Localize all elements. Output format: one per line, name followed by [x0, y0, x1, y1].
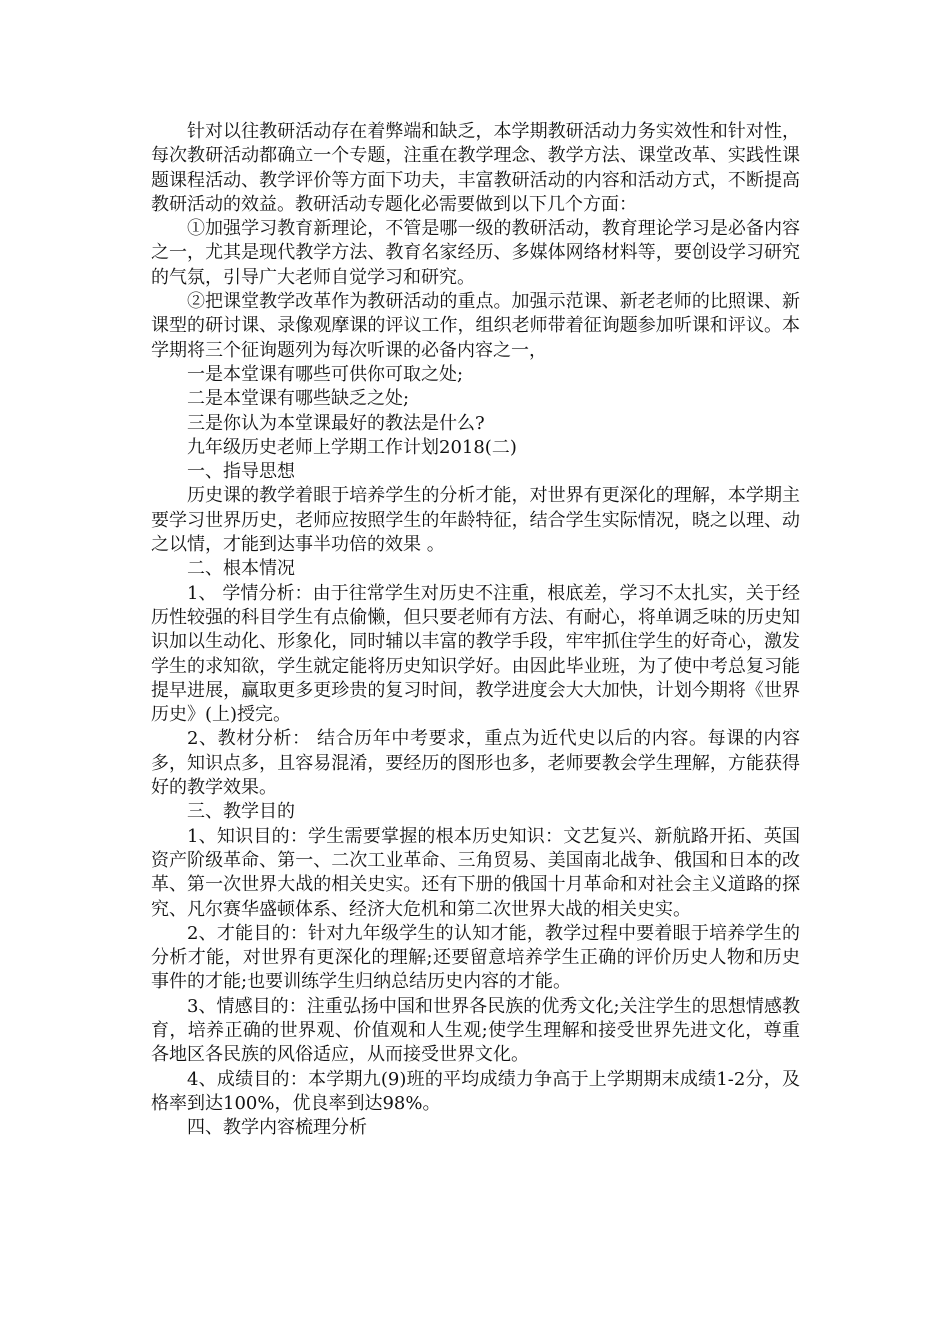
paragraph: 3、情感目的：注重弘扬中国和世界各民族的优秀文化;关注学生的思想情感教育，培养正确的世界观、价值观和人生观;使学生理解和接受世界先进文化，尊重各地区各民族的风俗适应，从而接受世界文化。 — [151, 995, 800, 1066]
paragraph: 历史课的教学着眼于培养学生的分析才能，对世界有更深化的理解，本学期主要学习世界历史，老师应按照学生的年龄特征，结合学生实际情况，晓之以理、动之以情，才能到达事半功倍的效果 。 — [151, 485, 800, 556]
section-heading: 三、教学目的 — [187, 801, 295, 823]
section-heading: 四、教学内容梳理分析 — [187, 1117, 367, 1139]
paragraph: ①加强学习教育新理论，不管是哪一级的教研活动，教育理论学习是必备内容之一，尤其是现代教学方法、教育名家经历、多媒体网络材料等，要创设学习研究的气氛，引导广大老师自觉学习和研究。 — [151, 218, 800, 288]
list-item: 二是本堂课有哪些缺乏之处; — [187, 388, 410, 410]
section-heading: 一、指导思想 — [187, 461, 295, 483]
document-title: 九年级历史老师上学期工作计划2018(二) — [187, 436, 517, 458]
paragraph: 针对以往教研活动存在着弊端和缺乏，本学期教研活动力务实效性和针对性，每次教研活动都确立一个专题，注重在教学理念、教学方法、课堂改革、实践性课题课程活动、教学评价等方面下功夫，丰富教研活动的内容和活动方式，不断提高教研活动的效益。教研活动专题化必需要做到以下几个方面： — [151, 121, 800, 215]
paragraph: 1、 学情分析：由于往常学生对历史不注重，根底差，学习不太扎实，关于经历性较强的科目学生有点偷懒，但只要老师有方法、有耐心，将单调乏味的历史知识加以生动化、形象化，同时辅以丰富的教学手段，牢牢抓住学生的好奇心，激发学生的求知欲，学生就定能将历史知识学好。由因此毕业班，为了使中考总复习能提早进展，赢取更多更珍贵的复习时间，教学进度会大大加快，计划今期将《世界历史》(上)授完。 — [151, 582, 800, 726]
document-page — [151, 120, 800, 1140]
paragraph: ②把课堂教学改革作为教研活动的重点。加强示范课、新老老师的比照课、新课型的研讨课、录像观摩课的评议工作，组织老师带着征询题参加听课和评议。本学期将三个征询题列为每次听课的必备内容之一， — [151, 291, 800, 361]
paragraph: 2、才能目的：针对九年级学生的认知才能，教学过程中要着眼于培养学生的分析才能，对世界有更深化的理解;还要留意培养学生正确的评价历史人物和历史事件的才能;也要训练学生归纳总结历史内容的才能。 — [151, 922, 800, 993]
paragraph: 4、成绩目的：本学期九(9)班的平均成绩力争高于上学期期末成绩1-2分，及格率到达100%，优良率到达98%。 — [151, 1068, 800, 1114]
list-item: 一是本堂课有哪些可供你可取之处; — [187, 363, 464, 385]
section-heading: 二、根本情况 — [187, 558, 295, 580]
list-item: 三是你认为本堂课最好的教法是什么? — [187, 412, 485, 434]
paragraph: 2、教材分析： 结合历年中考要求，重点为近代史以后的内容。每课的内容多，知识点多，且容易混淆，要经历的图形也多，老师要教会学生理解，方能获得好的教学效果。 — [151, 728, 800, 799]
paragraph: 1、知识目的：学生需要掌握的根本历史知识：文艺复兴、新航路开拓、英国资产阶级革命、第一、二次工业革命、三角贸易、美国南北战争、俄国和日本的改革、第一次世界大战的相关史实。还有下册的俄国十月革命和对社会主义道路的探究、凡尔赛华盛顿体系、经济大危机和第二次世界大战的相关史实。 — [151, 825, 800, 920]
